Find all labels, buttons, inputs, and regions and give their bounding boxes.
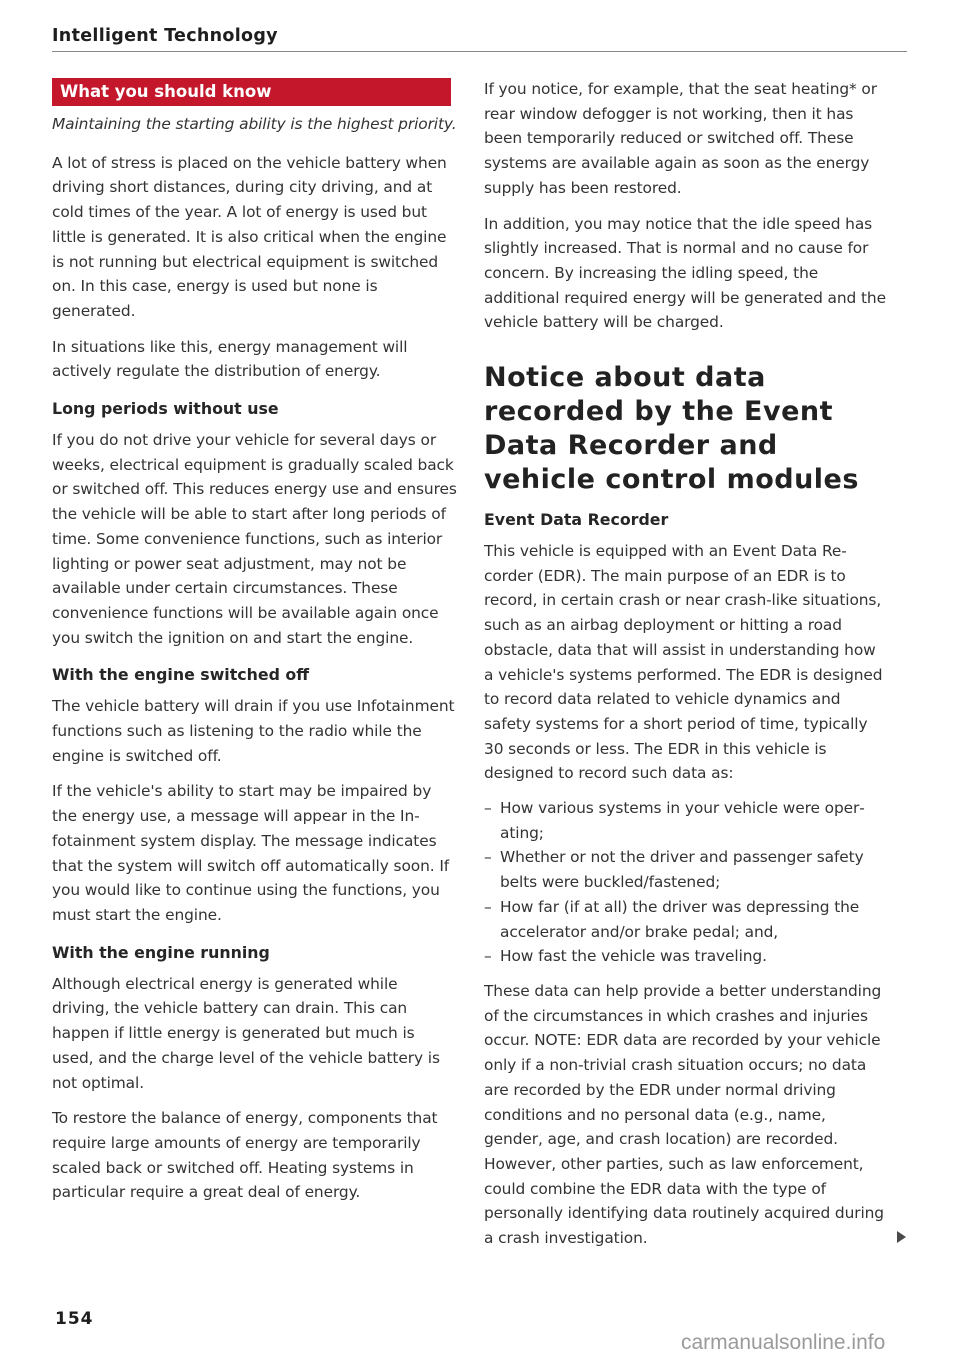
subheading-edr: Event Data Recorder <box>484 510 669 530</box>
list-item: – Whether or not the driver and passenger safety belts were buckled/fastened; <box>484 845 889 894</box>
paragraph: If the vehicle's ability to start may be impaired by the energy use, a message will appear in the Infotainment system display. The message indicates that the system will switch off automatically soon. If you would like to continue using the functions, you must start the engine. <box>52 782 450 924</box>
paragraph: This vehicle is equipped with an Event Data Recorder (EDR). The main purpose of an EDR is to record, in certain crash or near crash-like situations, such as an airbag deployment or hitting a road obstacle, data that will assist in understanding how a vehicle's systems performed. The EDR is designed to record data related to vehicle dynamics and safety systems for a short period of time, typically 30 seconds or less. The EDR in this vehicle is designed to record such data as: <box>484 542 883 783</box>
triangle-right-icon <box>897 1231 906 1243</box>
paragraph: Although electrical energy is generated while driving, the vehicle battery can drain. This can happen if little energy is generated but much is used, and the charge level of the vehicle battery is not optimal. <box>52 974 440 1092</box>
list-item: – How far (if at all) the driver was depressing the accelerator and/or brake pedal; and, <box>484 895 889 944</box>
chapter-title: Notice about data recorded by the Event Data Recorder and vehicle control modules <box>484 362 859 496</box>
subheading-engine-off: With the engine switched off <box>52 665 310 685</box>
watermark: carmanualsonline.info <box>681 1331 886 1354</box>
paragraph: If you notice, for example, that the seat heating* or rear window defogger is not working, then it has been temporarily reduced or switched off. These systems are available again as soon as the energy supply has been restored. <box>484 80 877 197</box>
header-rule <box>52 51 907 52</box>
paragraph: In situations like this, energy management will actively regulate the distribution of energy. <box>52 337 408 381</box>
paragraph: In addition, you may notice that the idle speed has slightly increased. That is normal and no cause for concern. By increasing the idling speed, the additional required energy will be generated and the vehicle battery will be charged. <box>484 214 886 332</box>
subheading-long-periods: Long periods without use <box>52 399 279 419</box>
list-item: – How fast the vehicle was traveling. <box>484 944 889 969</box>
running-head: Intelligent Technology <box>52 26 278 46</box>
section-banner: What you should know <box>52 78 451 106</box>
left-flow <box>52 112 457 1205</box>
paragraph: To restore the balance of energy, components that require large amounts of energy are temporarily scaled back or switched off. Heating systems in particular require a great deal of energy. <box>52 1109 438 1202</box>
paragraph: If you do not drive your vehicle for several days or weeks, electrical equipment is gradually scaled back or switched off. This reduces energy use and ensures the vehicle will be able to start after long periods of time. Some convenience functions, such as interior lighting or power seat adjustment, may not be available under certain circumstances. These convenience functions will be available again once you switch the ignition on and start the engine. <box>52 431 457 647</box>
lead-text: Maintaining the starting ability is the highest priority. <box>52 115 457 133</box>
paragraph: A lot of stress is placed on the vehicle battery when driving short distances, during city driving, and at cold times of the year. A lot of energy is used but little is generated. It is also critical when the engine is not running but electrical equipment is switched on. In this case, energy is used but none is generated. <box>52 153 447 320</box>
subheading-engine-running: With the engine running <box>52 942 270 962</box>
paragraph: The vehicle battery will drain if you use Infotainment functions such as listening to the radio while the engine is switched off. <box>52 697 455 765</box>
edr-data-list <box>484 796 889 969</box>
list-item: – How various systems in your vehicle were operating; <box>484 796 889 845</box>
right-flow <box>484 77 889 1251</box>
paragraph: These data can help provide a better understanding of the circumstances in which crashes and injuries occur. NOTE: EDR data are recorded by your vehicle only if a non-trivial crash situation occurs; no data are recorded by the EDR under normal driving conditions and no personal data (e.g., name, gender, age, and crash location) are recorded. However, other parties, such as law enforcement, could combine the EDR data with the type of personally identifying data routinely acquired during a crash investigation. <box>484 981 884 1248</box>
page-number: 154 <box>55 1309 94 1329</box>
